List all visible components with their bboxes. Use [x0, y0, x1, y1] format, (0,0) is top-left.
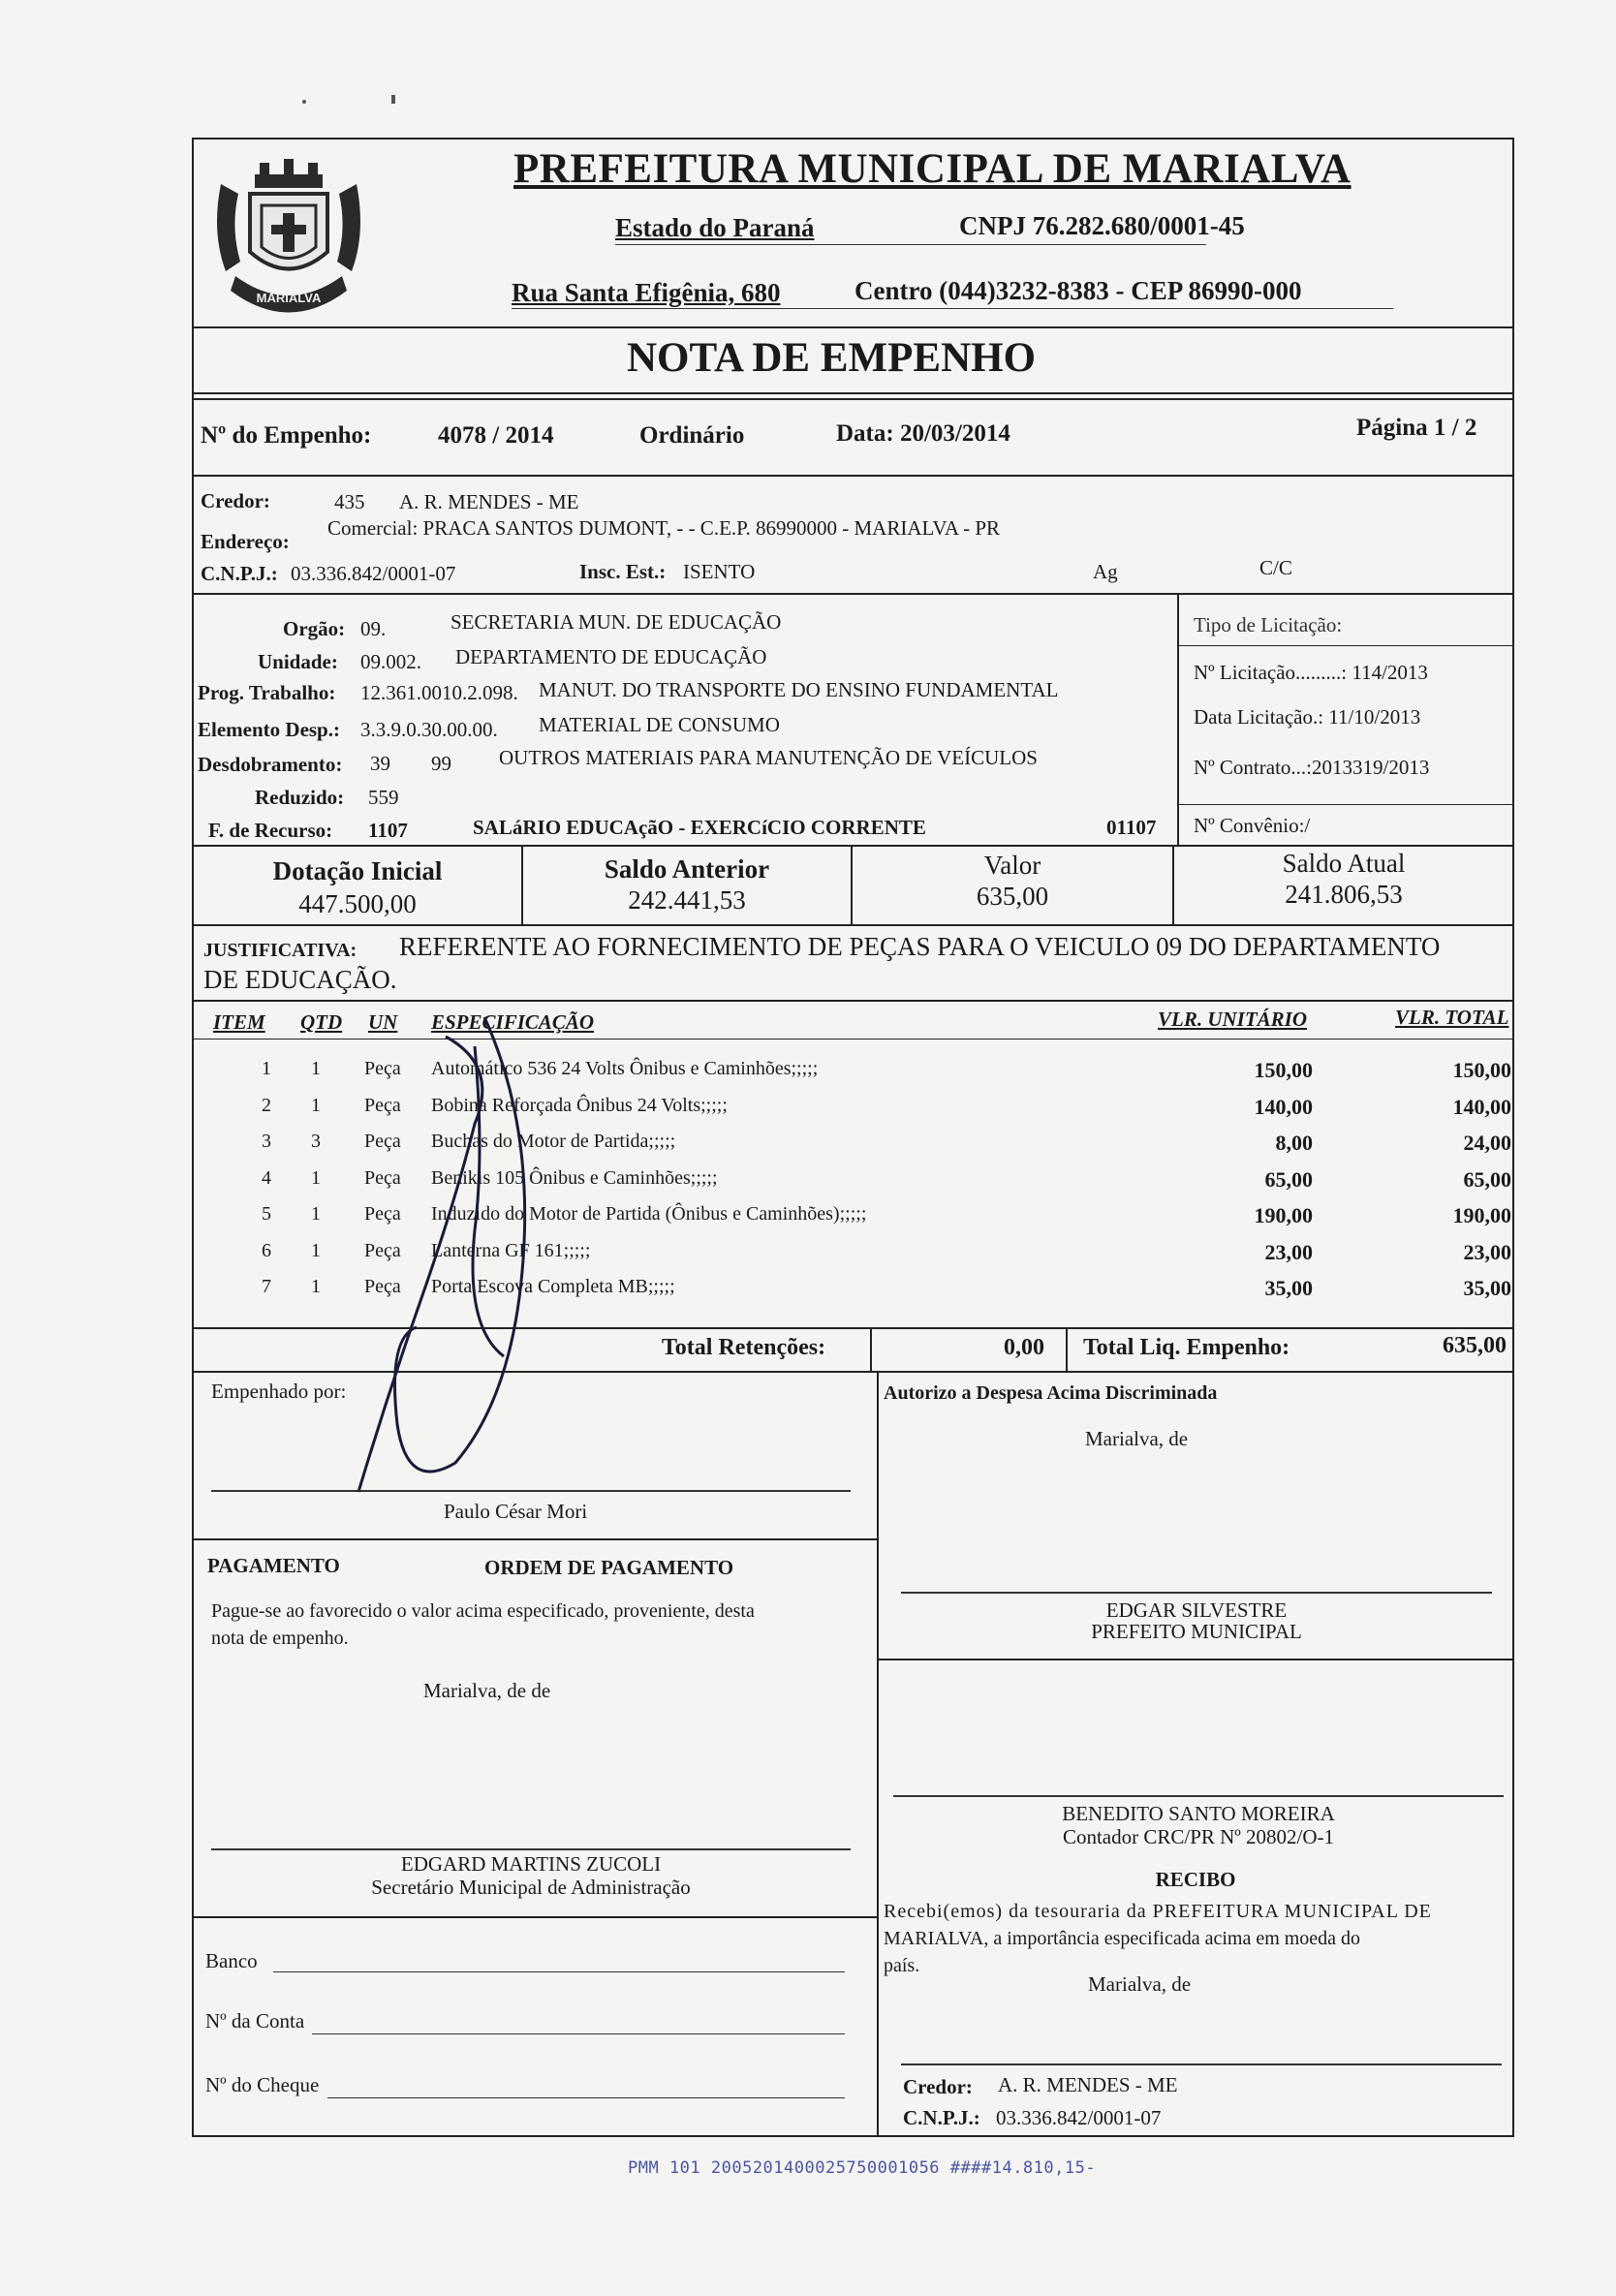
- item-item-cell: 1: [262, 1058, 271, 1079]
- empenho-number: 4078 / 2014: [438, 422, 554, 449]
- item-item-cell: 5: [262, 1203, 271, 1225]
- item-total-cell: 190,00: [1452, 1203, 1511, 1227]
- rule: [877, 1371, 879, 2137]
- recibo-line1: Recebi(emos) da tesouraria da PREFEITURA MUNICIPAL DE: [884, 1901, 1432, 1922]
- cnpj-label: C.N.P.J.:: [201, 562, 278, 585]
- item-unit-cell: 140,00: [1254, 1094, 1313, 1119]
- rule: [877, 1659, 1514, 1660]
- orgao-code: 09.: [360, 617, 387, 640]
- item-item-cell: 4: [262, 1166, 271, 1189]
- rule: [192, 845, 1514, 847]
- rule: [192, 326, 1514, 328]
- recibo-line3: país.: [884, 1955, 920, 1976]
- credor-label: Credor:: [201, 489, 270, 512]
- prog-trabalho-label: Prog. Trabalho:: [198, 681, 336, 704]
- total-liquido-label: Total Liq. Empenho:: [1083, 1335, 1290, 1360]
- item-desc-cell: Porta Escova Completa MB;;;;;: [431, 1276, 675, 1297]
- item-un-cell: Peça: [364, 1166, 401, 1189]
- recibo-line2: MARIALVA, a importância especificada acima em moeda do: [884, 1928, 1361, 1949]
- footer-barcode-text: PMM 101 2005201400025750001056 ####14.810,15-: [628, 2158, 1097, 2178]
- item-unit-cell: 150,00: [1254, 1058, 1313, 1082]
- scan-speck: [391, 95, 395, 104]
- address-underline: [512, 308, 1393, 309]
- item-unit-cell: 190,00: [1254, 1203, 1313, 1227]
- insc-value: ISENTO: [683, 560, 756, 583]
- saldo-atual-value: 241.806,53: [1285, 880, 1403, 909]
- col-un: UN: [368, 1010, 398, 1034]
- orgao-value: SECRETARIA MUN. DE EDUCAÇÃO: [451, 610, 782, 634]
- estado-label: Estado do Paraná: [615, 213, 815, 242]
- insc-label: Insc. Est.:: [579, 560, 667, 583]
- item-total-cell: 150,00: [1452, 1058, 1511, 1082]
- prog-trabalho-value: MANUT. DO TRANSPORTE DO ENSINO FUNDAMENTAL: [539, 678, 1059, 701]
- pagamento-label: PAGAMENTO: [207, 1554, 340, 1577]
- desdobramento-code1: 39: [370, 752, 390, 775]
- rule: [192, 1916, 877, 1918]
- item-item-cell: 6: [262, 1239, 271, 1261]
- retencoes-label: Total Retenções:: [662, 1335, 826, 1360]
- pagamento-local-data: Marialva, de de: [423, 1679, 551, 1702]
- autorizo-local-data: Marialva, de: [1085, 1427, 1189, 1450]
- rule: [1177, 645, 1514, 646]
- svg-text:MARIALVA: MARIALVA: [256, 291, 322, 305]
- item-un-cell: Peça: [364, 1203, 401, 1225]
- col-especificacao: ESPECIFICAÇÃO: [431, 1010, 595, 1034]
- desdobramento-code2: 99: [431, 752, 451, 775]
- item-un-cell: Peça: [364, 1239, 401, 1261]
- page-indicator: Página 1 / 2: [1356, 415, 1477, 441]
- recibo-title: RECIBO: [1155, 1868, 1236, 1891]
- prefeito-nome: EDGAR SILVESTRE: [1105, 1598, 1288, 1622]
- recibo-cnpj-label: C.N.P.J.:: [903, 2106, 980, 2129]
- desdobramento-value: OUTROS MATERIAIS PARA MANUTENÇÃO DE VEÍCULOS: [499, 746, 1038, 769]
- licitacao-date: Data Licitação.: 11/10/2013: [1194, 705, 1421, 729]
- desdobramento-label: Desdobramento:: [198, 753, 343, 776]
- rule: [870, 1327, 872, 1371]
- conta-line: [312, 2033, 845, 2034]
- prefeitura-title: PREFEITURA MUNICIPAL DE MARIALVA: [513, 146, 1352, 192]
- recibo-local-data: Marialva, de: [1088, 1972, 1192, 1996]
- autorizo-label: Autorizo a Despesa Acima Discriminada: [884, 1382, 1218, 1404]
- item-desc-cell: Automático 536 24 Volts Ônibus e Caminhões;;;;;: [431, 1058, 819, 1079]
- recibo-cnpj-value: 03.336.842/0001-07: [996, 2106, 1162, 2129]
- agencia-label: Ag: [1093, 560, 1118, 583]
- elemento-label: Elemento Desp.:: [198, 718, 340, 741]
- rule: [192, 398, 1514, 400]
- dotacao-label: Dotação Inicial: [272, 856, 443, 885]
- total-liquido-value: 635,00: [1443, 1333, 1507, 1358]
- contrato-number: Nº Contrato...:2013319/2013: [1194, 756, 1430, 779]
- cheque-label: Nº do Cheque: [205, 2073, 320, 2096]
- cheque-line: [327, 2097, 845, 2098]
- item-total-cell: 65,00: [1463, 1166, 1511, 1192]
- item-qtd-cell: 1: [311, 1239, 321, 1261]
- rule: [192, 1538, 877, 1540]
- reduzido-label: Reduzido:: [255, 786, 345, 809]
- conta-corrente-label: C/C: [1259, 556, 1292, 579]
- item-item-cell: 7: [262, 1276, 271, 1297]
- saldo-anterior-label: Saldo Anterior: [604, 854, 770, 884]
- unidade-code: 09.002.: [360, 650, 421, 673]
- prefeito-cargo: PREFEITO MUNICIPAL: [1091, 1620, 1302, 1643]
- item-qtd-cell: 1: [311, 1203, 321, 1225]
- empenho-date: Data: 20/03/2014: [836, 420, 1010, 447]
- recibo-credor-label: Credor:: [903, 2075, 973, 2098]
- recurso-label: F. de Recurso:: [208, 819, 333, 842]
- tipo-licitacao-label: Tipo de Licitação:: [1194, 613, 1343, 636]
- contador-nome: BENEDITO SANTO MOREIRA: [1062, 1802, 1335, 1825]
- conta-label: Nº da Conta: [205, 2009, 305, 2032]
- rule: [192, 924, 1514, 926]
- recurso-value: SALáRIO EDUCAçãO - EXERCíCIO CORRENTE: [473, 816, 926, 839]
- contador-cargo: Contador CRC/PR Nº 20802/O-1: [1062, 1825, 1335, 1848]
- licitacao-number: Nº Licitação.........: 114/2013: [1194, 661, 1428, 684]
- empenho-type: Ordinário: [639, 422, 745, 449]
- item-total-cell: 35,00: [1463, 1276, 1511, 1300]
- address-label: Rua Santa Efigênia, 680: [512, 278, 781, 307]
- item-item-cell: 3: [262, 1131, 271, 1152]
- cnpj-prefeitura: CNPJ 76.282.680/0001-45: [959, 211, 1245, 240]
- secretario-nome: EDGARD MARTINS ZUCOLI: [400, 1852, 662, 1876]
- item-qtd-cell: 1: [311, 1166, 321, 1189]
- credor-name: A. R. MENDES - ME: [399, 490, 579, 513]
- item-qtd-cell: 3: [311, 1131, 321, 1152]
- item-qtd-cell: 1: [311, 1094, 321, 1116]
- item-qtd-cell: 1: [311, 1276, 321, 1297]
- estado-underline: [615, 244, 1206, 245]
- signature-line: [901, 1592, 1492, 1594]
- rule: [1177, 593, 1179, 845]
- recurso-code: 1107: [368, 819, 408, 842]
- empenhado-por-nome: Paulo César Mori: [444, 1500, 588, 1523]
- col-qtd: QTD: [300, 1010, 343, 1034]
- valor-label: Valor: [983, 851, 1041, 880]
- signature-line: [211, 1848, 851, 1850]
- item-desc-cell: Benikis 105 Ônibus e Caminhões;;;;;: [431, 1166, 718, 1189]
- phone-cep-label: Centro (044)3232-8383 - CEP 86990-000: [855, 276, 1302, 305]
- item-unit-cell: 23,00: [1264, 1239, 1313, 1264]
- endereco-value: Comercial: PRACA SANTOS DUMONT, - - C.E.P. 86990000 - MARIALVA - PR: [327, 516, 1001, 540]
- rule: [192, 392, 1514, 394]
- item-qtd-cell: 1: [311, 1058, 321, 1079]
- elemento-value: MATERIAL DE CONSUMO: [539, 713, 780, 736]
- endereco-label: Endereço:: [201, 530, 290, 553]
- item-unit-cell: 35,00: [1264, 1276, 1313, 1300]
- dotacao-value: 447.500,00: [298, 889, 417, 918]
- item-un-cell: Peça: [364, 1276, 401, 1297]
- cnpj-value: 03.336.842/0001-07: [291, 562, 456, 585]
- item-desc-cell: Bobina Reforçada Ônibus 24 Volts;;;;;: [431, 1094, 728, 1116]
- item-item-cell: 2: [262, 1094, 271, 1116]
- pague-se-line2: nota de empenho.: [211, 1628, 349, 1649]
- saldo-atual-label: Saldo Atual: [1282, 849, 1406, 878]
- coat-of-arms-seal: [202, 155, 376, 334]
- col-vlr-unitario: VLR. UNITÁRIO: [1158, 1008, 1308, 1031]
- recurso-code2: 01107: [1106, 816, 1157, 839]
- scan-speck: [302, 100, 306, 104]
- rule: [1177, 804, 1514, 805]
- saldo-anterior-value: 242.441,53: [628, 885, 746, 915]
- rule: [192, 593, 1514, 595]
- handwritten-signature: [329, 1008, 639, 1521]
- recibo-credor-value: A. R. MENDES - ME: [998, 2073, 1178, 2096]
- rule: [192, 1000, 1514, 1002]
- item-total-cell: 23,00: [1463, 1239, 1511, 1264]
- prog-trabalho-code: 12.361.0010.2.098.: [360, 681, 518, 704]
- item-total-cell: 140,00: [1452, 1094, 1511, 1119]
- credor-code: 435: [334, 490, 365, 513]
- retencoes-value: 0,00: [1004, 1335, 1044, 1360]
- item-un-cell: Peça: [364, 1058, 401, 1079]
- valor-value: 635,00: [976, 882, 1049, 911]
- unidade-value: DEPARTAMENTO DE EDUCAÇÃO: [455, 645, 767, 668]
- item-desc-cell: Buchas do Motor de Partida;;;;;: [431, 1131, 676, 1152]
- banco-label: Banco: [205, 1949, 258, 1972]
- secretario-cargo: Secretário Municipal de Administração: [371, 1876, 691, 1899]
- col-item: ITEM: [213, 1010, 265, 1034]
- signature-line: [893, 1795, 1504, 1797]
- rule: [192, 475, 1514, 477]
- item-unit-cell: 65,00: [1264, 1166, 1313, 1192]
- pague-se-line1: Pague-se ao favorecido o valor acima especificado, proveniente, desta: [211, 1600, 755, 1622]
- justificativa-text-line1: REFERENTE AO FORNECIMENTO DE PEÇAS PARA O VEICULO 09 DO DEPARTAMENTO: [399, 932, 1441, 961]
- signature-line: [901, 2063, 1502, 2065]
- unidade-label: Unidade:: [258, 650, 338, 673]
- justificativa-label: JUSTIFICATIVA:: [203, 940, 357, 961]
- rule: [1066, 1327, 1068, 1371]
- justificativa-text-line2: DE EDUCAÇÃO.: [203, 965, 397, 994]
- col-vlr-total: VLR. TOTAL: [1395, 1006, 1509, 1029]
- item-desc-cell: Induzido do Motor de Partida (Ônibus e Caminhões);;;;;: [431, 1203, 867, 1225]
- item-total-cell: 24,00: [1463, 1131, 1511, 1155]
- elemento-code: 3.3.9.0.30.00.00.: [360, 718, 498, 741]
- doc-title: NOTA DE EMPENHO: [626, 335, 1037, 381]
- item-un-cell: Peça: [364, 1131, 401, 1152]
- empenho-number-label: Nº do Empenho:: [201, 422, 372, 449]
- ordem-pagamento-label: ORDEM DE PAGAMENTO: [484, 1556, 734, 1579]
- convenio-number: Nº Convênio:/: [1194, 814, 1311, 837]
- orgao-label: Orgão:: [283, 617, 346, 640]
- item-un-cell: Peça: [364, 1094, 401, 1116]
- banco-line: [273, 1971, 845, 1972]
- item-unit-cell: 8,00: [1275, 1131, 1313, 1155]
- item-desc-cell: Lanterna GF 161;;;;;: [431, 1239, 591, 1261]
- reduzido-value: 559: [368, 786, 399, 809]
- empenhado-por-label: Empenhado por:: [211, 1380, 347, 1403]
